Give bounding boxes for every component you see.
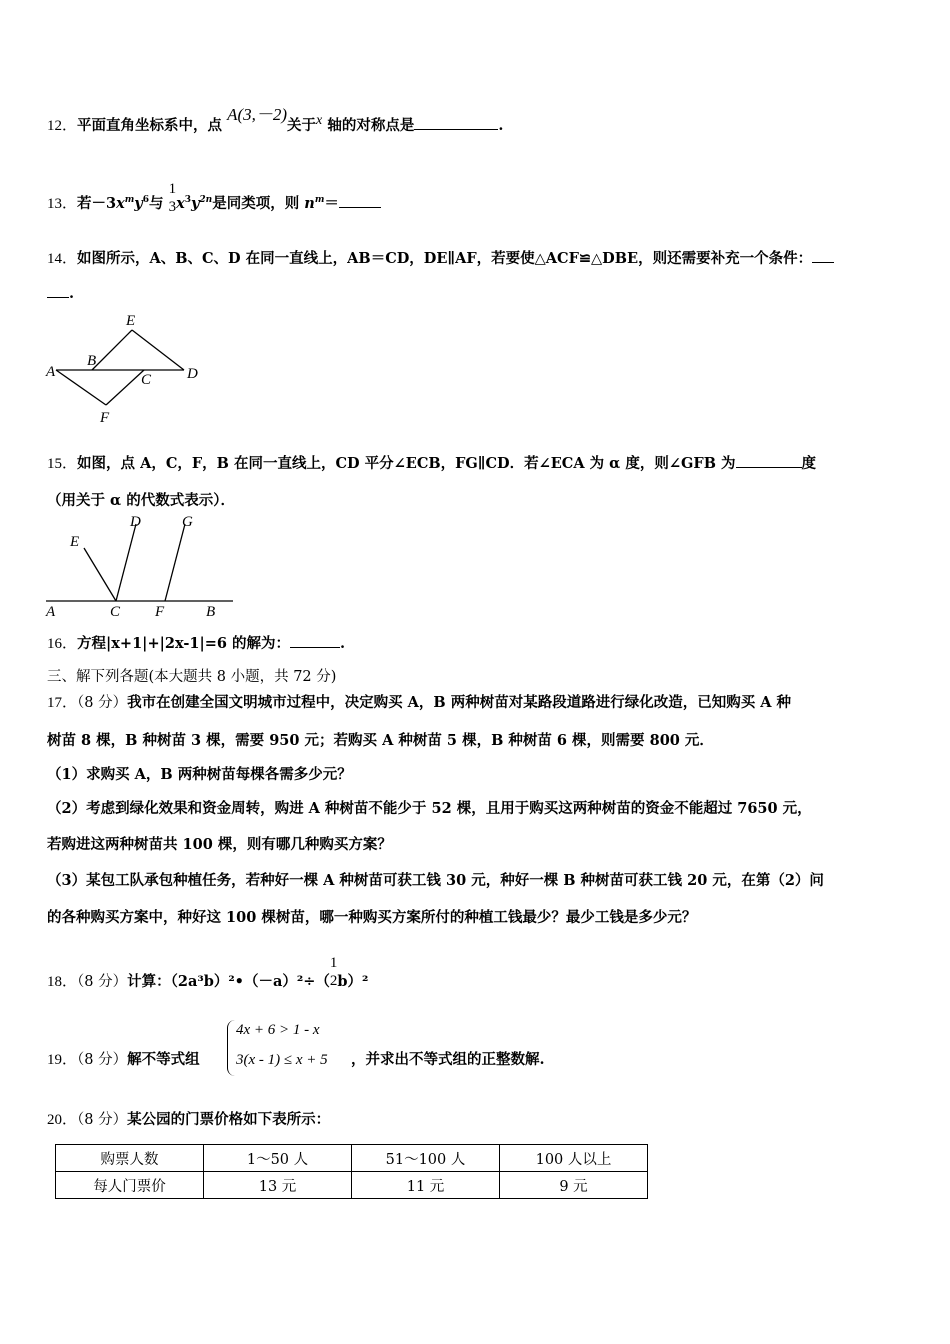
label-c: C	[141, 372, 152, 388]
question-17: 17．（8 分）我市在创建全国文明城市过程中，决定购买 A，B 两种树苗对某路段道路进行绿化改造，已知购买 A 种	[47, 694, 792, 711]
question-20: 20．（8 分）某公园的门票价格如下表所示：	[47, 1111, 331, 1128]
answer-blank	[736, 466, 802, 468]
score: （8 分）	[77, 695, 128, 711]
question-number: 18．	[47, 974, 78, 990]
line-fc	[106, 370, 144, 405]
question-18: 18．（8 分）计算：（2a³b）²•（－a）²÷（ 1 2 b）²	[47, 955, 369, 990]
table-cell: 51～100 人	[352, 1145, 500, 1172]
q17-part3-cont: 的各种购买方案中，种好这 100 棵树苗，哪一种购买方案所付的种植工钱最少？最少工钱是多少元？	[47, 909, 697, 926]
fraction-one-half: 1 2	[329, 955, 338, 989]
question-number: 14．	[47, 251, 78, 267]
table-cell: 9 元	[500, 1172, 648, 1199]
price-table	[55, 1144, 648, 1199]
table-cell: 每人门票价	[56, 1172, 204, 1199]
q17-part2-cont: 若购进这两种树苗共 100 棵，则有哪几种购买方案？	[47, 836, 392, 853]
question-16: 16．方程|x+1|+|2x-1|=6 的解为： .	[47, 635, 346, 652]
question-number: 15．	[47, 456, 78, 472]
fraction-one-third: 1 3	[168, 181, 177, 215]
answer-blank	[414, 128, 498, 130]
line-ed	[132, 330, 184, 370]
answer-blank	[812, 261, 834, 263]
label-f: F	[155, 604, 165, 620]
table-header-row	[56, 1145, 648, 1172]
point-a: A(3,－2)	[227, 105, 288, 124]
label-b: B	[206, 604, 216, 620]
question-number: 12．	[47, 118, 78, 134]
line-af	[56, 370, 106, 405]
label-a: A	[46, 604, 56, 620]
question-14-continued: .	[47, 285, 74, 302]
question-number: 20．	[47, 1112, 78, 1128]
ray-cd	[116, 524, 136, 601]
ray-fg	[165, 524, 185, 601]
label-a: A	[46, 364, 56, 380]
label-f: F	[100, 410, 110, 426]
label-g: G	[182, 514, 193, 530]
q17-part1: （1）求购买 A，B 两种树苗每棵各需多少元？	[47, 766, 352, 783]
section-heading: 三、解下列各题(本大题共 8 小题，共 72 分)	[47, 669, 337, 685]
label-d: D	[130, 514, 141, 530]
inequality-1: 4x + 6 > 1 - x	[236, 1022, 320, 1038]
q17-line2: 树苗 8 棵，B 种树苗 3 棵，需要 950 元；若购买 A 种树苗 5 棵，B 种树苗 6 棵，则需要 800 元．	[47, 732, 714, 749]
label-d: D	[187, 366, 198, 382]
table-cell: 购票人数	[56, 1145, 204, 1172]
line-be	[92, 330, 132, 370]
ray-ce	[84, 548, 116, 601]
label-e: E	[70, 534, 80, 550]
figure-15	[40, 512, 240, 620]
q17-part3: （3）某包工队承包种植任务，若种好一棵 A 种树苗可获工钱 30 元，种好一棵 B 种树苗可获工钱 20 元，在第（2）问	[47, 872, 824, 889]
question-12: 12．平面直角坐标系中，点 A(3,－2)关于x 轴的对称点是 .	[47, 105, 504, 134]
question-15-line2: （用关于 α 的代数式表示）．	[47, 492, 236, 509]
inequality-2: 3(x - 1) ≤ x + 5	[236, 1052, 328, 1068]
table-cell: 1～50 人	[204, 1145, 352, 1172]
table-cell: 11 元	[352, 1172, 500, 1199]
label-e: E	[126, 313, 136, 329]
answer-blank	[339, 206, 381, 208]
table-cell: 13 元	[204, 1172, 352, 1199]
question-number: 13．	[47, 196, 78, 212]
score: （8 分）	[77, 974, 128, 990]
figure-14	[42, 310, 212, 428]
label-b: B	[87, 353, 97, 369]
q19-post: ，并求出不等式组的正整数解.	[351, 1051, 545, 1068]
question-number: 16．	[47, 636, 78, 652]
table-row	[56, 1172, 648, 1199]
question-number: 19．	[47, 1052, 78, 1068]
score: （8 分）	[77, 1112, 128, 1128]
answer-blank	[290, 646, 340, 648]
question-number: 17．	[47, 695, 78, 711]
table-cell: 100 人以上	[500, 1145, 648, 1172]
question-14: 14．如图所示，A、B、C、D 在同一直线上，AB＝CD，DE∥AF，若要使△ACF≌△DBE，则还需要补充一个条件：	[47, 247, 834, 268]
score: （8 分）	[77, 1052, 128, 1068]
q17-part2: （2）考虑到绿化效果和资金周转，购进 A 种树苗不能少于 52 棵，且用于购买这两种树苗的资金不能超过 7650 元，	[47, 800, 812, 817]
label-c: C	[110, 604, 121, 620]
question-15: 15．如图，点 A，C，F，B 在同一直线上，CD 平分∠ECB，FG∥CD．若∠ECA 为 α 度，则∠GFB 为 度	[47, 455, 817, 472]
question-19: 19．（8 分）解不等式组	[47, 1051, 200, 1068]
answer-blank	[47, 296, 69, 298]
question-13: 13．若$-3x^my^6$与 1 3 $x^3y^{2n}$是同类项，则 $n^m=$	[47, 186, 381, 222]
